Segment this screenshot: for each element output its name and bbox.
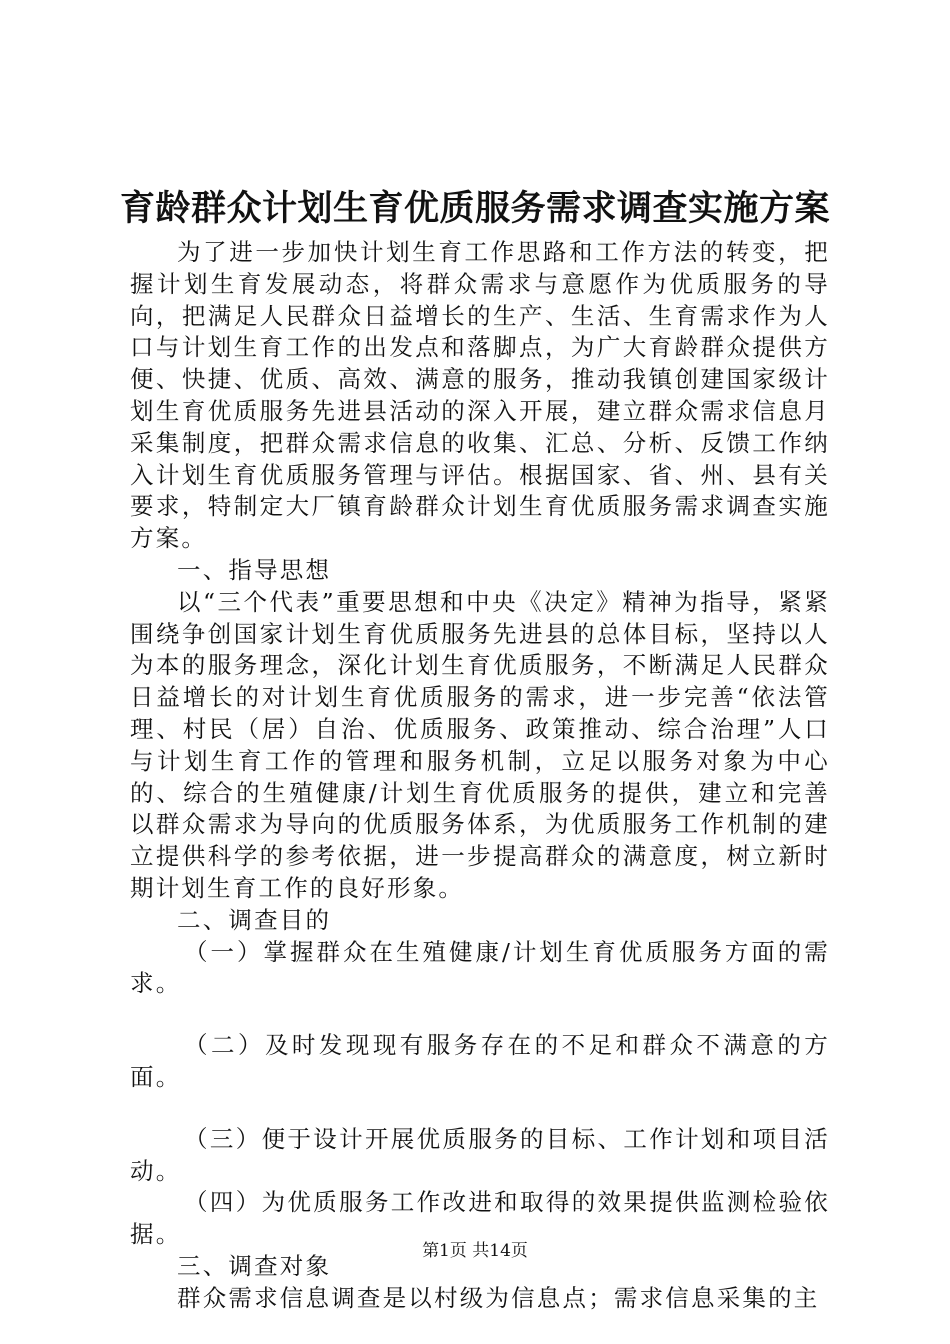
intro-paragraph: 为了进一步加快计划生育工作思路和工作方法的转变，把握计划生育发展动态，将群众需求与意愿作为优质服务的导向，把满足人民群众日益增长的生产、生活、生育需求作为人口与计划生育工作的出发点和落脚点，为广大育龄群众提供方便、快捷、优质、高效、满意的服务，推动我镇创建国家级计划生育优质服务先进县活动的深入开展，建立群众需求信息月采集制度，把群众需求信息的收集、汇总、分析、反馈工作纳入计划生育优质服务管理与评估。根据国家、省、州、县有关要求，特制定大厂镇育龄群众计划生育优质服务需求调查实施方案。 [130,238,830,553]
section-heading-guiding-ideology: 一、指导思想 [177,555,332,584]
purpose-item-3: （三）便于设计开展优质服务的目标、工作计划和项目活动。 [130,1124,830,1185]
survey-target-paragraph: 群众需求信息调查是以村级为信息点；需求信息采集的主 [177,1283,820,1312]
document-title: 育龄群众计划生育优质服务需求调查实施方案 [119,189,830,229]
purpose-item-1: （一）掌握群众在生殖健康/计划生育优质服务方面的需求。 [130,937,830,998]
document-body [130,237,830,1315]
purpose-item-4: （四）为优质服务工作改进和取得的效果提供监测检验依据。 [130,1188,830,1249]
section-heading-survey-purpose: 二、调查目的 [177,905,332,934]
purpose-item-2: （二）及时发现现有服务存在的不足和群众不满意的方面。 [130,1031,830,1091]
section-heading-survey-target: 三、调查对象 [177,1251,332,1280]
guiding-ideology-paragraph: 以“三个代表”重要思想和中央《决定》精神为指导，紧紧围绕争创国家计划生育优质服务先进县的总体目标，坚持以人为本的服务理念，深化计划生育优质服务，不断满足人民群众日益增长的对计划生育优质服务的需求，进一步完善“依法管理、村民（居）自治、优质服务、政策推动、综合治理”人口与计划生育工作的管理和服务机制，立足以服务对象为中心的、综合的生殖健康/计划生育优质服务的提供，建立和完善以群众需求为导向的优质服务体系，为优质服务工作机制的建立提供科学的参考依据，进一步提高群众的满意度，树立新时期计划生育工作的良好形象。 [130,587,830,902]
page-number-footer: 第1页 共14页 [422,1241,528,1261]
